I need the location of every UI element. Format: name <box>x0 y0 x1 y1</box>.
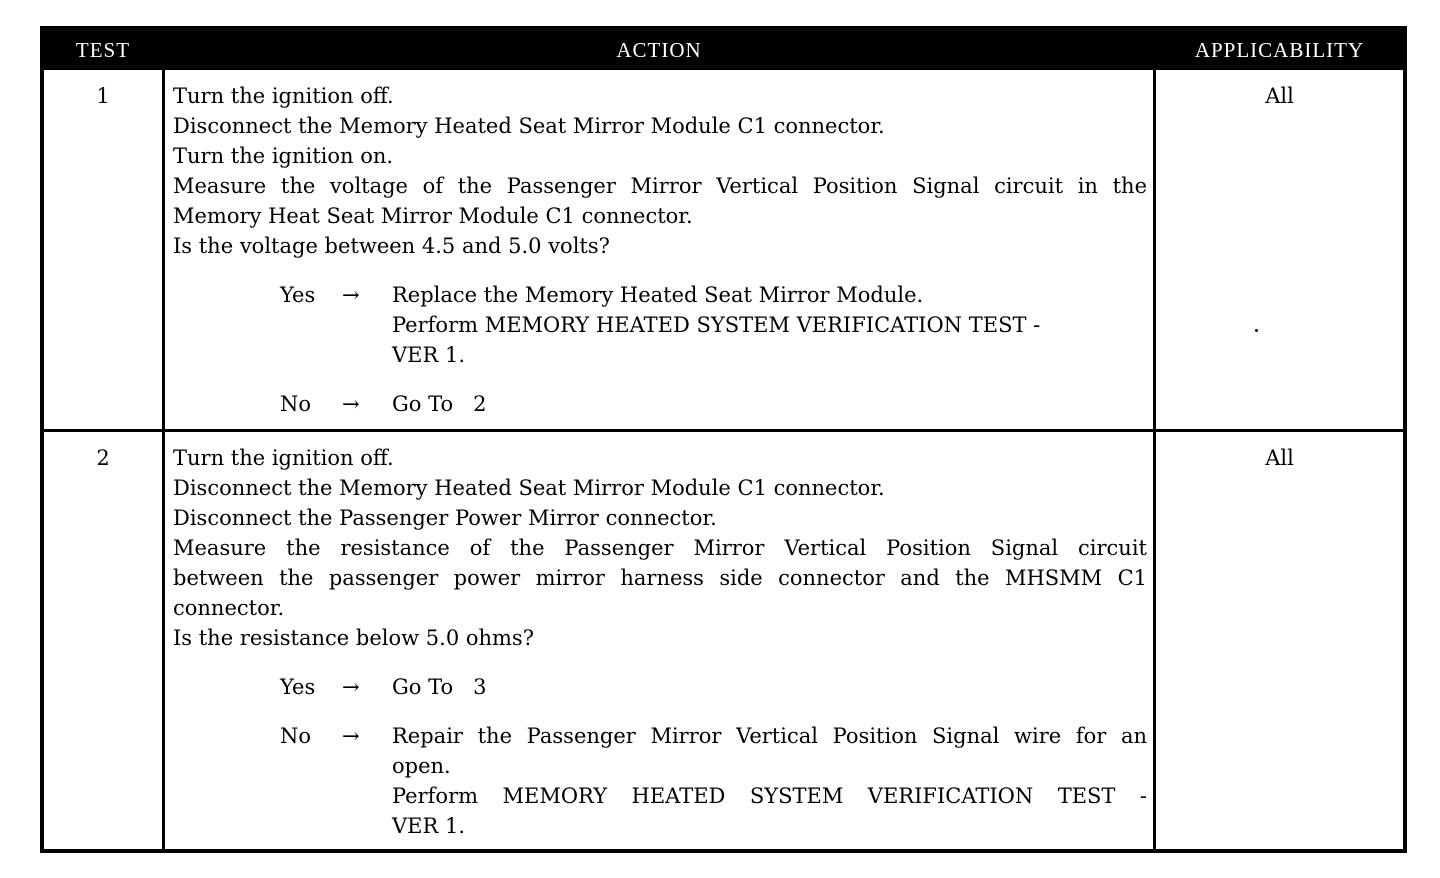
result-line: Replace the Memory Heated Seat Mirror Module. <box>392 283 924 307</box>
action-line: Is the voltage between 4.5 and 5.0 volts? <box>173 234 610 258</box>
diagnostic-test-table <box>40 26 1407 853</box>
action-line: Measure the voltage of the Passenger Mirror Vertical Position Signal circuit in the <box>173 174 1147 198</box>
action-line: Is the resistance below 5.0 ohms? <box>173 626 534 650</box>
arrow-icon: → <box>342 392 360 416</box>
yes-result <box>280 672 1147 702</box>
no-result <box>280 389 1147 419</box>
action-line: Disconnect the Passenger Power Mirror connector. <box>173 506 717 530</box>
action-line: Disconnect the Memory Heated Seat Mirror Module C1 connector. <box>173 114 885 138</box>
header-action: ACTION <box>616 38 702 62</box>
action-line: Memory Heat Seat Mirror Module C1 connector. <box>173 204 693 228</box>
action-cell <box>173 443 1147 841</box>
yes-result <box>280 280 1147 370</box>
arrow-icon: → <box>342 283 360 307</box>
applicability-value: All <box>1265 446 1294 470</box>
result-line: VER 1. <box>392 814 466 838</box>
arrow-icon: → <box>342 675 360 699</box>
arrow-icon: → <box>342 724 360 748</box>
no-label: No <box>280 392 312 416</box>
applicability-value: All <box>1265 84 1294 108</box>
result-line: open. <box>392 754 451 778</box>
table-row <box>44 70 1403 429</box>
table-row <box>44 432 1403 853</box>
result-line: Perform MEMORY HEATED SYSTEM VERIFICATION TEST - <box>392 313 1041 337</box>
result-line: Go To 3 <box>392 675 487 699</box>
action-cell <box>173 81 1147 419</box>
action-line: Disconnect the Memory Heated Seat Mirror Module C1 connector. <box>173 476 885 500</box>
yes-label: Yes <box>280 675 316 699</box>
speck <box>1255 329 1258 332</box>
action-line: Turn the ignition on. <box>173 144 394 168</box>
yes-label: Yes <box>280 283 316 307</box>
result-line: Go To 2 <box>392 392 487 416</box>
header-applicability: APPLICABILITY <box>1194 38 1365 62</box>
action-line: between the passenger power mirror harness side connector and the MHSMM C1 <box>173 566 1147 590</box>
header-test: TEST <box>75 38 131 62</box>
no-label: No <box>280 724 312 748</box>
action-line: Measure the resistance of the Passenger Mirror Vertical Position Signal circuit <box>173 536 1147 560</box>
result-line: Perform MEMORY HEATED SYSTEM VERIFICATION TEST - <box>392 784 1147 808</box>
table-header <box>44 30 1403 70</box>
action-line: connector. <box>173 596 285 620</box>
no-result <box>280 721 1147 841</box>
result-line: VER 1. <box>392 343 466 367</box>
action-line: Turn the ignition off. <box>173 84 394 108</box>
action-line: Turn the ignition off. <box>173 446 394 470</box>
result-line: Repair the Passenger Mirror Vertical Position Signal wire for an <box>392 724 1147 748</box>
test-number: 1 <box>96 84 110 108</box>
test-number: 2 <box>96 446 110 470</box>
